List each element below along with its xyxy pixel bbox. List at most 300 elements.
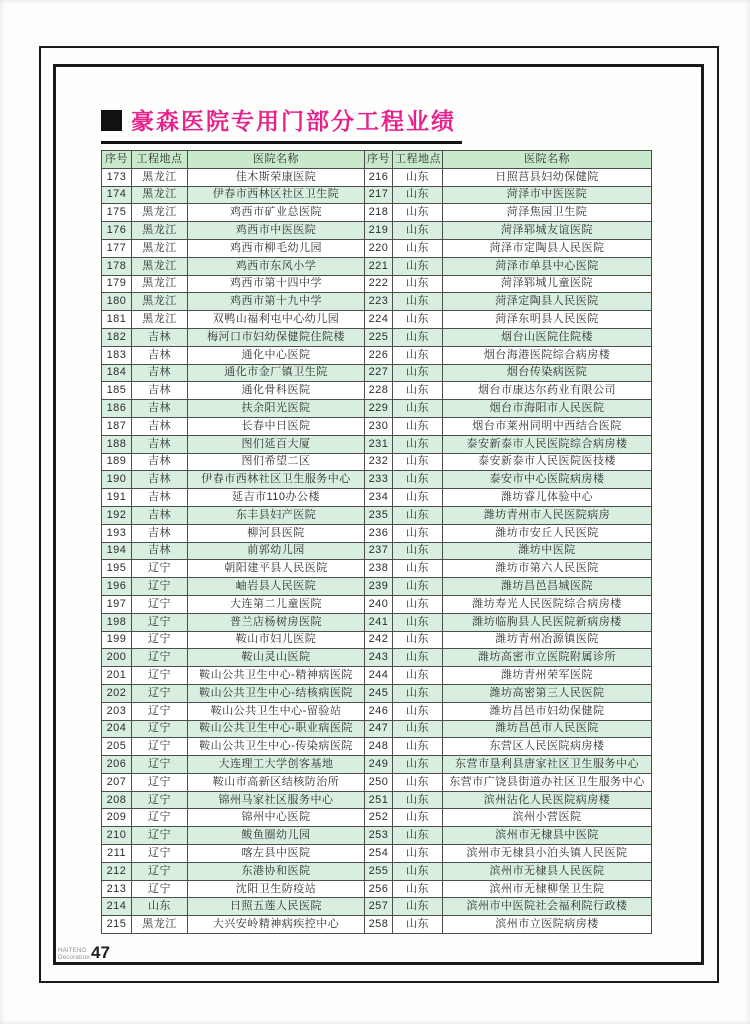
cell-serial-right: 228: [365, 382, 393, 400]
cell-location-left: 黑龙江: [132, 916, 188, 934]
page-title-block: [101, 103, 462, 144]
cell-hospital-right: 菏泽郓城友谊医院: [443, 222, 652, 240]
cell-hospital-right: 泰安市中心医院病房楼: [443, 471, 652, 489]
cell-location-left: 黑龙江: [132, 257, 188, 275]
cell-hospital-right: 潍坊睿儿体验中心: [443, 489, 652, 507]
cell-serial-left: 179: [102, 275, 132, 293]
cell-location-left: 辽宁: [132, 613, 188, 631]
cell-serial-left: 210: [102, 827, 132, 845]
cell-location-right: 山东: [393, 275, 443, 293]
page-title: 豪森医院专用门部分工程业绩: [131, 108, 456, 134]
cell-location-right: 山东: [393, 667, 443, 685]
cell-location-left: 辽宁: [132, 756, 188, 774]
cell-hospital-left: 通化市金厂镇卫生院: [188, 364, 365, 382]
cell-hospital-right: 菏泽郓城儿童医院: [443, 275, 652, 293]
cell-serial-left: 214: [102, 898, 132, 916]
table-row: [102, 346, 652, 364]
projects-table-header: [102, 151, 652, 169]
cell-location-left: 辽宁: [132, 667, 188, 685]
cell-location-right: 山东: [393, 595, 443, 613]
col-header-hospital-right: 医院名称: [443, 151, 652, 169]
table-row: [102, 257, 652, 275]
cell-location-left: 辽宁: [132, 702, 188, 720]
cell-serial-left: 199: [102, 631, 132, 649]
cell-location-right: 山东: [393, 845, 443, 863]
cell-hospital-right: 潍坊临朐县人民医院新病房楼: [443, 613, 652, 631]
table-row: [102, 684, 652, 702]
cell-serial-left: 188: [102, 435, 132, 453]
table-row: [102, 667, 652, 685]
cell-serial-right: 248: [365, 738, 393, 756]
page-footer: [58, 944, 110, 961]
cell-hospital-left: 伊春市西林区社区卫生院: [188, 186, 365, 204]
cell-serial-right: 241: [365, 613, 393, 631]
cell-location-left: 吉林: [132, 382, 188, 400]
cell-serial-left: 207: [102, 773, 132, 791]
cell-location-left: 辽宁: [132, 738, 188, 756]
table-row: [102, 311, 652, 329]
cell-serial-right: 224: [365, 311, 393, 329]
cell-location-left: 辽宁: [132, 720, 188, 738]
cell-hospital-right: 菏泽焦园卫生院: [443, 204, 652, 222]
cell-location-left: 山东: [132, 898, 188, 916]
cell-location-left: 辽宁: [132, 560, 188, 578]
table-row: [102, 204, 652, 222]
table-row: [102, 702, 652, 720]
cell-location-left: 辽宁: [132, 684, 188, 702]
cell-hospital-right: 烟台市莱州同明中西结合医院: [443, 417, 652, 435]
cell-location-left: 吉林: [132, 346, 188, 364]
cell-location-left: 辽宁: [132, 791, 188, 809]
cell-location-right: 山东: [393, 186, 443, 204]
cell-location-right: 山东: [393, 506, 443, 524]
cell-serial-right: 221: [365, 257, 393, 275]
cell-hospital-left: 鸡西市柳毛幼儿园: [188, 239, 365, 257]
cell-hospital-left: 扶余阳光医院: [188, 400, 365, 418]
cell-serial-right: 234: [365, 489, 393, 507]
cell-serial-right: 236: [365, 524, 393, 542]
cell-location-left: 辽宁: [132, 862, 188, 880]
table-row: [102, 773, 652, 791]
cell-hospital-right: 滨州市无棣县人民医院: [443, 862, 652, 880]
table-row: [102, 364, 652, 382]
cell-serial-right: 245: [365, 684, 393, 702]
table-row: [102, 613, 652, 631]
cell-hospital-right: 潍坊青州市人民医院病房: [443, 506, 652, 524]
cell-location-right: 山东: [393, 400, 443, 418]
col-header-location-left: 工程地点: [132, 151, 188, 169]
cell-serial-left: 180: [102, 293, 132, 311]
cell-location-left: 辽宁: [132, 578, 188, 596]
brand-logo: [58, 948, 90, 961]
cell-serial-right: 257: [365, 898, 393, 916]
cell-serial-left: 213: [102, 880, 132, 898]
cell-serial-right: 227: [365, 364, 393, 382]
cell-hospital-left: 延吉市110办公楼: [188, 489, 365, 507]
cell-hospital-right: 潍坊中医院: [443, 542, 652, 560]
cell-serial-left: 215: [102, 916, 132, 934]
cell-hospital-right: 菏泽市中医医院: [443, 186, 652, 204]
cell-location-left: 黑龙江: [132, 239, 188, 257]
cell-hospital-left: 沈阳卫生防疫站: [188, 880, 365, 898]
cell-serial-left: 185: [102, 382, 132, 400]
cell-serial-left: 186: [102, 400, 132, 418]
cell-serial-right: 240: [365, 595, 393, 613]
table-row: [102, 471, 652, 489]
cell-hospital-left: 锦州马家社区服务中心: [188, 791, 365, 809]
cell-serial-right: 247: [365, 720, 393, 738]
cell-serial-left: 202: [102, 684, 132, 702]
cell-location-right: 山东: [393, 382, 443, 400]
table-row: [102, 328, 652, 346]
cell-serial-left: 200: [102, 649, 132, 667]
cell-hospital-right: 滨州市立医院病房楼: [443, 916, 652, 934]
cell-hospital-left: 日照五莲人民医院: [188, 898, 365, 916]
cell-hospital-right: 滨州小营医院: [443, 809, 652, 827]
cell-hospital-right: 潍坊昌邑市妇幼保健院: [443, 702, 652, 720]
cell-serial-left: 184: [102, 364, 132, 382]
cell-location-right: 山东: [393, 168, 443, 186]
table-row: [102, 489, 652, 507]
cell-hospital-left: 柳河县医院: [188, 524, 365, 542]
cell-hospital-left: 鞍山公共卫生中心-留验站: [188, 702, 365, 720]
table-row: [102, 631, 652, 649]
cell-location-right: 山东: [393, 916, 443, 934]
cell-serial-right: 235: [365, 506, 393, 524]
cell-location-left: 吉林: [132, 328, 188, 346]
cell-serial-right: 225: [365, 328, 393, 346]
cell-hospital-left: 图们希望二区: [188, 453, 365, 471]
projects-table: [101, 150, 652, 934]
cell-hospital-right: 潍坊青州冶源镇医院: [443, 631, 652, 649]
cell-hospital-left: 长春中日医院: [188, 417, 365, 435]
cell-serial-right: 218: [365, 204, 393, 222]
cell-hospital-left: 鸡西市矿业总医院: [188, 204, 365, 222]
cell-location-right: 山东: [393, 417, 443, 435]
projects-table-body: [102, 168, 652, 933]
cell-hospital-right: 滨州沾化人民医院病房楼: [443, 791, 652, 809]
cell-serial-right: 226: [365, 346, 393, 364]
cell-hospital-right: 烟台传染病医院: [443, 364, 652, 382]
cell-hospital-left: 通化中心医院: [188, 346, 365, 364]
cell-serial-right: 216: [365, 168, 393, 186]
cell-serial-right: 219: [365, 222, 393, 240]
table-row: [102, 435, 652, 453]
table-row: [102, 720, 652, 738]
cell-hospital-right: 潍坊市安丘人民医院: [443, 524, 652, 542]
outer-frame: [39, 46, 719, 983]
table-row: [102, 880, 652, 898]
cell-hospital-left: 鲅鱼圈幼儿园: [188, 827, 365, 845]
cell-serial-left: 194: [102, 542, 132, 560]
cell-location-left: 吉林: [132, 400, 188, 418]
cell-location-left: 吉林: [132, 471, 188, 489]
cell-serial-right: 246: [365, 702, 393, 720]
cell-hospital-left: 鸡西市东风小学: [188, 257, 365, 275]
table-row: [102, 506, 652, 524]
cell-serial-left: 190: [102, 471, 132, 489]
cell-serial-left: 174: [102, 186, 132, 204]
cell-location-right: 山东: [393, 542, 443, 560]
table-row: [102, 542, 652, 560]
cell-serial-left: 182: [102, 328, 132, 346]
table-row: [102, 293, 652, 311]
cell-serial-left: 212: [102, 862, 132, 880]
cell-location-left: 辽宁: [132, 631, 188, 649]
table-row: [102, 239, 652, 257]
brand-subtitle: Decoration: [58, 955, 91, 961]
cell-serial-right: 223: [365, 293, 393, 311]
cell-location-right: 山东: [393, 239, 443, 257]
cell-location-right: 山东: [393, 524, 443, 542]
cell-location-left: 吉林: [132, 417, 188, 435]
cell-hospital-left: 锦州中心医院: [188, 809, 365, 827]
cell-location-right: 山东: [393, 328, 443, 346]
cell-serial-left: 206: [102, 756, 132, 774]
table-row: [102, 898, 652, 916]
cell-hospital-right: 菏泽市单县中心医院: [443, 257, 652, 275]
cell-serial-left: 176: [102, 222, 132, 240]
cell-hospital-right: 滨州市无棣县中医院: [443, 827, 652, 845]
cell-hospital-left: 大兴安岭精神病疾控中心: [188, 916, 365, 934]
table-row: [102, 738, 652, 756]
cell-serial-right: 244: [365, 667, 393, 685]
cell-location-left: 吉林: [132, 453, 188, 471]
cell-location-left: 辽宁: [132, 649, 188, 667]
cell-hospital-left: 鸡西市中医医院: [188, 222, 365, 240]
cell-location-left: 黑龙江: [132, 275, 188, 293]
cell-hospital-left: 东丰县妇产医院: [188, 506, 365, 524]
cell-hospital-left: 梅河口市妇幼保健院住院楼: [188, 328, 365, 346]
cell-location-right: 山东: [393, 827, 443, 845]
cell-hospital-left: 朝阳建平县人民医院: [188, 560, 365, 578]
cell-hospital-left: 前郭幼儿园: [188, 542, 365, 560]
table-row: [102, 791, 652, 809]
cell-serial-left: 205: [102, 738, 132, 756]
cell-location-right: 山东: [393, 471, 443, 489]
inner-frame: [53, 64, 704, 965]
cell-hospital-right: 烟台市海阳市人民医院: [443, 400, 652, 418]
cell-location-right: 山东: [393, 489, 443, 507]
cell-location-left: 辽宁: [132, 595, 188, 613]
brand-name: HAITENG: [58, 948, 87, 954]
cell-serial-right: 254: [365, 845, 393, 863]
cell-serial-right: 242: [365, 631, 393, 649]
cell-serial-right: 249: [365, 756, 393, 774]
cell-hospital-left: 鞍山灵山医院: [188, 649, 365, 667]
cell-hospital-left: 通化骨科医院: [188, 382, 365, 400]
cell-serial-right: 229: [365, 400, 393, 418]
cell-hospital-right: 滨州市无棣县小泊头镇人民医院: [443, 845, 652, 863]
table-row: [102, 168, 652, 186]
cell-hospital-right: 菏泽市定陶县人民医院: [443, 239, 652, 257]
table-row: [102, 275, 652, 293]
cell-hospital-left: 东港协和医院: [188, 862, 365, 880]
table-row: [102, 809, 652, 827]
cell-location-left: 黑龙江: [132, 168, 188, 186]
cell-hospital-left: 图们延百大厦: [188, 435, 365, 453]
cell-serial-right: 258: [365, 916, 393, 934]
table-row: [102, 827, 652, 845]
cell-location-left: 吉林: [132, 542, 188, 560]
cell-location-left: 吉林: [132, 364, 188, 382]
cell-serial-left: 208: [102, 791, 132, 809]
cell-serial-right: 230: [365, 417, 393, 435]
cell-hospital-left: 伊春市西林社区卫生服务中心: [188, 471, 365, 489]
table-row: [102, 453, 652, 471]
cell-location-left: 辽宁: [132, 827, 188, 845]
cell-hospital-right: 东营市广饶县街道办社区卫生服务中心: [443, 773, 652, 791]
col-header-hospital-left: 医院名称: [188, 151, 365, 169]
cell-location-left: 辽宁: [132, 880, 188, 898]
table-row: [102, 524, 652, 542]
cell-hospital-left: 佳木斯荣康医院: [188, 168, 365, 186]
cell-serial-left: 191: [102, 489, 132, 507]
cell-hospital-right: 菏泽东明县人民医院: [443, 311, 652, 329]
cell-hospital-left: 大连理工大学创客基地: [188, 756, 365, 774]
cell-serial-left: 173: [102, 168, 132, 186]
cell-serial-right: 220: [365, 239, 393, 257]
cell-serial-left: 178: [102, 257, 132, 275]
col-header-location-right: 工程地点: [393, 151, 443, 169]
cell-location-right: 山东: [393, 578, 443, 596]
table-row: [102, 186, 652, 204]
cell-serial-left: 177: [102, 239, 132, 257]
cell-serial-left: 203: [102, 702, 132, 720]
cell-hospital-left: 鸡西市第十四中学: [188, 275, 365, 293]
col-header-serial-left: 序号: [102, 151, 132, 169]
cell-location-right: 山东: [393, 346, 443, 364]
cell-serial-right: 222: [365, 275, 393, 293]
col-header-serial-right: 序号: [365, 151, 393, 169]
cell-hospital-left: 双鸭山福利屯中心幼儿园: [188, 311, 365, 329]
cell-hospital-right: 泰安新泰市人民医院医技楼: [443, 453, 652, 471]
cell-hospital-left: 大连第二儿童医院: [188, 595, 365, 613]
cell-hospital-left: 鞍山公共卫生中心-精神病医院: [188, 667, 365, 685]
cell-location-right: 山东: [393, 613, 443, 631]
cell-serial-left: 192: [102, 506, 132, 524]
cell-serial-right: 217: [365, 186, 393, 204]
cell-serial-left: 201: [102, 667, 132, 685]
table-row: [102, 222, 652, 240]
cell-serial-right: 238: [365, 560, 393, 578]
cell-hospital-right: 烟台海港医院综合病房楼: [443, 346, 652, 364]
table-row: [102, 595, 652, 613]
table-row: [102, 845, 652, 863]
cell-hospital-right: 泰安新泰市人民医院综合病房楼: [443, 435, 652, 453]
cell-hospital-right: 菏泽定陶县人民医院: [443, 293, 652, 311]
cell-serial-left: 196: [102, 578, 132, 596]
table-row: [102, 560, 652, 578]
cell-serial-right: 243: [365, 649, 393, 667]
cell-serial-left: 197: [102, 595, 132, 613]
table-row: [102, 862, 652, 880]
cell-location-right: 山东: [393, 738, 443, 756]
table-row: [102, 916, 652, 934]
cell-location-right: 山东: [393, 560, 443, 578]
cell-hospital-right: 东营区人民医院病房楼: [443, 738, 652, 756]
cell-serial-left: 181: [102, 311, 132, 329]
cell-serial-left: 211: [102, 845, 132, 863]
cell-serial-right: 253: [365, 827, 393, 845]
cell-serial-left: 189: [102, 453, 132, 471]
cell-location-left: 黑龙江: [132, 204, 188, 222]
cell-serial-right: 232: [365, 453, 393, 471]
cell-serial-left: 193: [102, 524, 132, 542]
cell-serial-right: 255: [365, 862, 393, 880]
table-row: [102, 756, 652, 774]
cell-location-left: 黑龙江: [132, 186, 188, 204]
cell-serial-right: 237: [365, 542, 393, 560]
cell-location-right: 山东: [393, 720, 443, 738]
cell-hospital-right: 潍坊昌邑昌城医院: [443, 578, 652, 596]
cell-serial-right: 252: [365, 809, 393, 827]
cell-location-right: 山东: [393, 293, 443, 311]
cell-serial-left: 187: [102, 417, 132, 435]
cell-location-right: 山东: [393, 791, 443, 809]
cell-location-right: 山东: [393, 453, 443, 471]
cell-hospital-left: 鞍山市高新区结核防治所: [188, 773, 365, 791]
cell-location-right: 山东: [393, 364, 443, 382]
cell-hospital-left: 鞍山公共卫生中心-结核病医院: [188, 684, 365, 702]
cell-location-right: 山东: [393, 898, 443, 916]
title-square-bullet-icon: [101, 110, 122, 131]
cell-hospital-right: 烟台市康达尔药业有限公司: [443, 382, 652, 400]
cell-location-left: 吉林: [132, 506, 188, 524]
cell-location-left: 辽宁: [132, 845, 188, 863]
cell-hospital-left: 岫岩县人民医院: [188, 578, 365, 596]
cell-serial-right: 256: [365, 880, 393, 898]
cell-serial-left: 183: [102, 346, 132, 364]
cell-hospital-right: 潍坊市第六人民医院: [443, 560, 652, 578]
page-number: 47: [91, 943, 110, 962]
cell-location-right: 山东: [393, 756, 443, 774]
table-row: [102, 382, 652, 400]
cell-location-left: 黑龙江: [132, 311, 188, 329]
table-row: [102, 417, 652, 435]
cell-hospital-left: 喀左县中医院: [188, 845, 365, 863]
table-row: [102, 649, 652, 667]
cell-location-right: 山东: [393, 649, 443, 667]
cell-location-right: 山东: [393, 880, 443, 898]
cell-serial-left: 209: [102, 809, 132, 827]
cell-location-right: 山东: [393, 773, 443, 791]
cell-location-right: 山东: [393, 862, 443, 880]
cell-hospital-left: 普兰店杨树房医院: [188, 613, 365, 631]
cell-serial-right: 251: [365, 791, 393, 809]
cell-hospital-right: 潍坊高密第三人民医院: [443, 684, 652, 702]
cell-location-right: 山东: [393, 257, 443, 275]
table-row: [102, 400, 652, 418]
cell-serial-left: 195: [102, 560, 132, 578]
cell-location-left: 吉林: [132, 524, 188, 542]
cell-hospital-left: 鞍山市妇儿医院: [188, 631, 365, 649]
cell-location-right: 山东: [393, 684, 443, 702]
cell-hospital-right: 滨州市中医院社会福利院行政楼: [443, 898, 652, 916]
cell-hospital-right: 滨州市无棣柳堡卫生院: [443, 880, 652, 898]
cell-location-right: 山东: [393, 702, 443, 720]
cell-serial-left: 198: [102, 613, 132, 631]
cell-location-right: 山东: [393, 809, 443, 827]
cell-location-left: 黑龙江: [132, 293, 188, 311]
cell-hospital-left: 鞍山公共卫生中心-传染病医院: [188, 738, 365, 756]
cell-hospital-right: 烟台山医院住院楼: [443, 328, 652, 346]
cell-serial-right: 250: [365, 773, 393, 791]
cell-location-left: 黑龙江: [132, 222, 188, 240]
cell-hospital-right: 东营市垦利县唐家社区卫生服务中心: [443, 756, 652, 774]
cell-serial-left: 175: [102, 204, 132, 222]
cell-hospital-right: 日照莒县妇幼保健院: [443, 168, 652, 186]
